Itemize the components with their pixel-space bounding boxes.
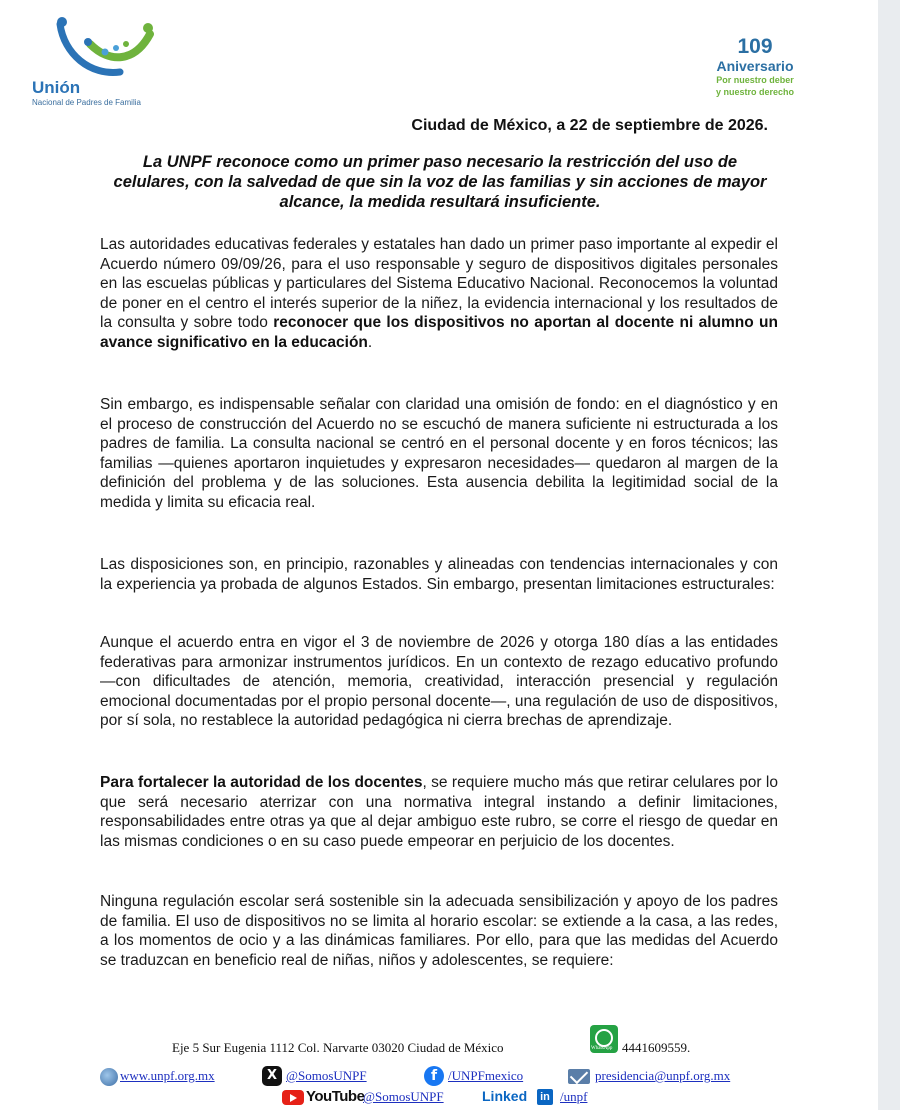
paragraph-5-text: , se requiere mucho más que retirar celulares por lo que será necesario aterrizar con una normativa integral instando a definir limitaciones, responsabilidades entre otras ya que al dejar ambiguo este rubro, se corre el riesgo de quedar en las mismas condiciones o en su caso puede empeorar en perjuicio de los docentes. [100, 774, 778, 850]
paragraph-5 [100, 773, 778, 851]
paragraph-1-end: . [367, 333, 373, 351]
footer-address: Eje 5 Sur Eugenia 1112 Col. Narvarte 03020 Ciudad de México [172, 1040, 504, 1055]
globe-icon [100, 1068, 118, 1086]
mail-icon [568, 1069, 590, 1084]
youtube-link[interactable]: @SomosUNPF [363, 1089, 444, 1104]
youtube-wordmark: YouTube [306, 1088, 365, 1105]
family-figures-logo-icon [50, 14, 160, 84]
anniversary-number: 109 [737, 35, 773, 58]
email-link[interactable]: presidencia@unpf.org.mx [595, 1068, 731, 1083]
viewer-edge [878, 0, 900, 1110]
facebook-link[interactable]: /UNPFmexico [448, 1068, 524, 1083]
paragraph-1 [100, 235, 778, 352]
x-icon: X [262, 1066, 282, 1086]
paragraph-6: Ninguna regulación escolar será sostenible sin la adecuada sensibilización y apoyo de los padres de familia. El uso de dispositivos no se limita al horario escolar: se extiende a la casa, a las redes, a los momentos de ocio y a las dinámicas familiares. Por ello, para que las medidas del Acuerdo se traduzcan en beneficio real de niñas, niños y adolescentes, se requiere: [100, 893, 778, 969]
paragraph-5-bold: Para fortalecer la autoridad de los docentes [100, 774, 423, 791]
logo-name: Unión [32, 78, 81, 97]
anniversary-badge [700, 36, 810, 98]
unpf-logo [28, 10, 188, 110]
facebook-icon: f [424, 1066, 444, 1086]
logo-subtitle: Nacional de Padres de Familia [32, 98, 141, 107]
footer-phone: 4441609559. [622, 1040, 691, 1055]
paragraph-1-text: Las autoridades educativas federales y estatales han dado un primer paso importante al expedir el Acuerdo número 09/09/26, para el uso responsable y seguro de dispositivos digitales personales en las escuelas públicas y particulares del Sistema Educativo Nacional. Reconocemos la voluntad de poner en el centro el interés superior de la niñez, la evidencia internacional y los resultados de la consulta y sobre todo [100, 236, 778, 331]
youtube-icon [282, 1090, 304, 1105]
website-link[interactable]: www.unpf.org.mx [120, 1068, 215, 1083]
slogan-line-2: y nuestro derecho [715, 87, 795, 97]
anniversary-word: Aniversario [716, 58, 794, 74]
slogan-line-1: Por nuestro deber [716, 75, 794, 85]
linkedin-icon: in [537, 1089, 553, 1105]
linkedin-link[interactable]: /unpf [560, 1089, 588, 1104]
x-handle-link[interactable]: @SomosUNPF [286, 1068, 367, 1083]
linkedin-wordmark: Linked [482, 1088, 528, 1104]
paragraph-2: Sin embargo, es indispensable señalar con claridad una omisión de fondo: en el diagnóstico y en el proceso de construcción del Acuerdo no se escuchó de manera suficiente ni estructurada a los padres de familia. La consulta nacional se centró en el personal docente y en foros técnicos; las familias —quienes aportaron inquietudes y expresaron necesidades— quedaron al margen de la definición del problema y de las soluciones. Esta ausencia debilita la legitimidad social de la medida y limita su eficacia real. [100, 396, 778, 511]
paragraph-1-bold: reconocer que los dispositivos no aportan al docente ni alumno un avance significativo en la educación [100, 314, 778, 351]
paragraph-4: Aunque el acuerdo entra en vigor el 3 de noviembre de 2026 y otorga 180 días a las entidades federativas para armonizar instrumentos jurídicos. En un contexto de rezago educativo profundo —con dificultades de atención, memoria, creatividad, interacción presencial y regulación emocional documentadas por el propio personal docente—, una regulación de uso de dispositivos, por sí sola, no restablece la autoridad pedagógica ni cierra brechas de aprendizaje. [100, 634, 778, 729]
whatsapp-label: WhatsApp [591, 1046, 613, 1051]
paragraph-3: Las disposiciones son, en principio, razonables y alineadas con tendencias internacionales y con la experiencia ya probada de algunos Estados. Sin embargo, presentan limitaciones estructurales: [100, 556, 778, 593]
whatsapp-icon[interactable] [590, 1025, 618, 1053]
headline: La UNPF reconoce como un primer paso necesario la restricción del uso de celulares, con la salvedad de que sin la voz de las familias y sin acciones de mayor alcance, la medida resultará insuficiente. [113, 153, 767, 211]
date-line: Ciudad de México, a 22 de septiembre de 2026. [411, 117, 768, 134]
social-links-row-2 [0, 1087, 878, 1109]
social-links-row [0, 1066, 878, 1088]
